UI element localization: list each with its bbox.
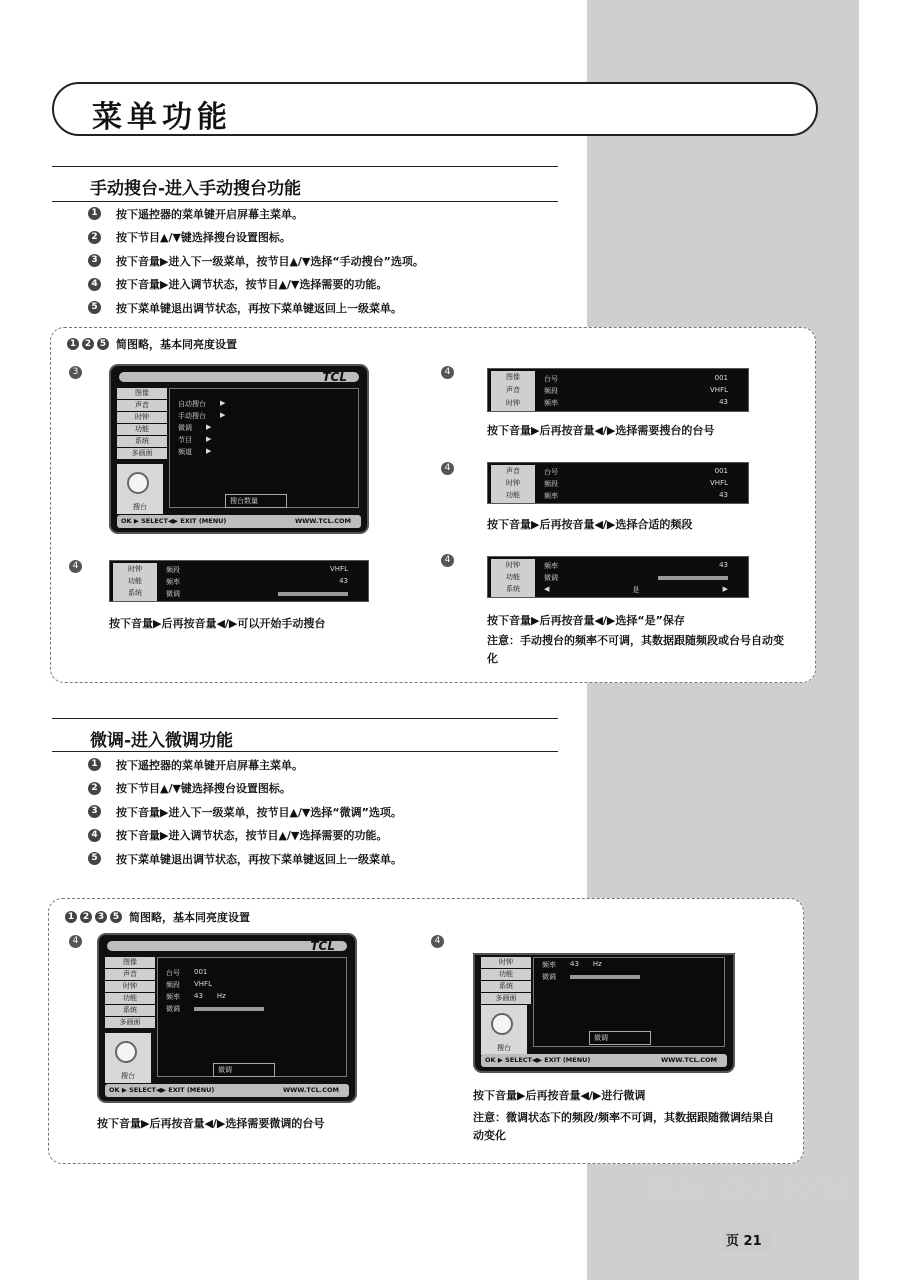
tv-strip-labels: 时钟 功能 系统 <box>491 559 535 597</box>
step-item <box>88 800 402 824</box>
tv-strip-start-search <box>109 560 369 602</box>
step-item <box>88 824 402 848</box>
step-item <box>88 296 424 320</box>
step-mark: 3 <box>69 366 82 379</box>
page-label: 页 <box>726 1234 740 1249</box>
tv-menu-item: 时钟 <box>105 981 155 992</box>
step-item <box>88 847 402 871</box>
tv-row: 自动搜台 ▶ <box>178 399 226 408</box>
tv-row-label: 自动搜台 <box>178 400 206 408</box>
icon-label: 搜台 <box>133 503 147 511</box>
tv-title-bar <box>119 372 359 382</box>
tv-status-box: 微调 <box>213 1063 275 1077</box>
step-number: 2 <box>88 231 101 244</box>
intro-number: 3 <box>95 911 107 923</box>
step-mark: 4 <box>69 560 82 573</box>
illustration-panel-fine-tune <box>48 898 804 1164</box>
tv-menu-item: 功能 <box>105 993 155 1004</box>
panel-intro <box>65 909 250 925</box>
tv-row: 台号 001 <box>544 467 728 476</box>
intro-text: 简图略，基本同亮度设置 <box>116 338 237 351</box>
tv-menu-item: 多画面 <box>117 448 167 459</box>
step-mark: 4 <box>441 462 454 475</box>
step-number: 4 <box>88 278 101 291</box>
tv-row: 手动搜台 ▶ <box>178 411 226 420</box>
tv-bottom-bar <box>117 515 361 528</box>
icon-label: 搜台 <box>497 1044 511 1052</box>
tv-row: 频率 43 <box>544 491 728 500</box>
tcl-logo: TCL <box>322 370 347 384</box>
tv-strip-labels: 声音 时钟 功能 <box>491 465 535 503</box>
caption: 按下音量▶后再按音量◀/▶选择需要微调的台号 <box>97 1117 325 1130</box>
step-mark: 4 <box>441 554 454 567</box>
search-icon <box>481 1005 527 1055</box>
step-number: 1 <box>88 758 101 771</box>
steps-list-manual-search <box>88 202 424 320</box>
tv-row: 频段 VHFL <box>166 565 348 574</box>
tv-menu-item: 时钟 <box>117 412 167 423</box>
tv-bottom-bar <box>105 1084 349 1097</box>
tv-row: 频率 43 <box>544 398 728 407</box>
tv-row: 频道 ▶ <box>178 447 212 456</box>
intro-number: 5 <box>110 911 122 923</box>
note-caption: 注意：手动搜台的频率不可调，其数据跟随频段或台号自动变化 <box>487 634 784 665</box>
caption: 按下音量▶后再按音量◀/▶选择合适的频段 <box>487 518 693 531</box>
step-text: 按下音量▶进入调节状态，按节目▲/▼选择需要的功能。 <box>116 829 388 843</box>
tv-row: 频率 43 Hz <box>542 960 602 969</box>
tv-row: 微调 ▶ <box>178 423 212 432</box>
tv-status-box: 微调 <box>589 1031 651 1045</box>
step-item <box>88 226 424 250</box>
step-number: 5 <box>88 852 101 865</box>
page-title-box <box>52 82 818 136</box>
tv-menu-item: 图像 <box>117 388 167 399</box>
panel-intro <box>67 336 237 352</box>
tv-menu-screen-fine <box>97 933 357 1103</box>
step-mark: 4 <box>69 935 82 948</box>
tv-strip-channel <box>487 368 749 412</box>
step-number: 3 <box>88 254 101 267</box>
step-text: 按下音量▶进入下一级菜单，按节目▲/▼选择“手动搜台”选项。 <box>116 254 424 268</box>
note-caption: 注意：微调状态下的频段/频率不可调，其数据跟随微调结果自动变化 <box>473 1111 775 1142</box>
tv-row-label: 频道 <box>178 448 192 456</box>
section-heading-text: 微调-进入微调功能 <box>90 731 234 751</box>
tv-row: 频率 43 <box>166 577 348 586</box>
tcl-logo: TCL <box>310 939 335 953</box>
step-number: 4 <box>88 829 101 842</box>
step-text: 按下音量▶进入下一级菜单，按节目▲/▼选择“微调”选项。 <box>116 805 402 819</box>
icon-label: 搜台 <box>121 1072 135 1080</box>
step-text: 按下遥控器的菜单键开启屏幕主菜单。 <box>116 758 303 772</box>
tv-row: ◀ 是 ▶ <box>544 585 728 594</box>
step-item <box>88 249 424 273</box>
tv-menu-item: 功能 <box>117 424 167 435</box>
steps-list-fine-tune <box>88 753 402 871</box>
tv-menu-item: 图像 <box>105 957 155 968</box>
illustration-panel-manual-search <box>50 327 816 683</box>
tv-row-label: 微调 <box>178 424 192 432</box>
tv-strip-labels: 时钟 功能 系统 <box>113 563 157 601</box>
tv-strip-labels: 图像 声音 时钟 <box>491 371 535 411</box>
tv-strip-band <box>487 462 749 504</box>
section-heading-fine-tune <box>52 718 558 752</box>
step-number: 5 <box>88 301 101 314</box>
intro-number: 2 <box>82 338 94 350</box>
tv-row: 微调 <box>544 573 728 583</box>
intro-text: 简图略，基本同亮度设置 <box>129 911 250 924</box>
tv-title-bar <box>107 941 347 951</box>
intro-number: 5 <box>97 338 109 350</box>
tv-key-hints: OK ▶ SELECT◀▶ EXIT (MENU) <box>121 517 227 525</box>
tv-side-menu <box>117 388 167 460</box>
tv-side-menu <box>105 957 155 1029</box>
tv-status-box: 搜台数量 <box>225 494 287 508</box>
tv-menu-item: 声音 <box>117 400 167 411</box>
tv-bottom-bar: OK ▶ SELECT◀▶ EXIT (MENU) WWW.TCL.COM <box>481 1054 727 1067</box>
step-text: 按下音量▶进入调节状态，按节目▲/▼选择需要的功能。 <box>116 278 388 292</box>
step-item <box>88 273 424 297</box>
tv-row: 微调 <box>542 972 716 982</box>
step-number: 2 <box>88 782 101 795</box>
tv-submenu <box>169 388 359 508</box>
tv-website: WWW.TCL.COM <box>282 1086 339 1094</box>
caption: 按下音量▶后再按音量◀/▶进行微调 <box>473 1089 646 1102</box>
tv-menu-screen-manual <box>109 364 369 534</box>
caption: 按下音量▶后再按音量◀/▶可以开始手动搜台 <box>109 617 326 630</box>
baidu-watermark: Bai du 经验 <box>648 1168 852 1209</box>
tv-submenu <box>157 957 347 1077</box>
step-item <box>88 753 402 777</box>
tv-menu-item: 系统 <box>117 436 167 447</box>
step-item <box>88 777 402 801</box>
tv-side-menu: 时钟 功能 系统 多画面 <box>481 957 531 1005</box>
section-heading-manual-search <box>52 166 558 202</box>
step-text: 按下节目▲/▼键选择搜台设置图标。 <box>116 782 291 796</box>
step-text: 按下遥控器的菜单键开启屏幕主菜单。 <box>116 207 303 221</box>
tv-menu-item: 多画面 <box>105 1017 155 1028</box>
tv-row: 台号 001 <box>544 374 728 383</box>
step-text: 按下菜单键退出调节状态，再按下菜单键返回上一级菜单。 <box>116 852 402 866</box>
search-icon <box>105 1033 151 1083</box>
intro-number: 2 <box>80 911 92 923</box>
step-text: 按下节目▲/▼键选择搜台设置图标。 <box>116 231 291 245</box>
baidu-watermark-url: jingyan.baidu.com <box>652 1206 791 1224</box>
tv-row: 微调 <box>166 589 348 599</box>
step-item <box>88 202 424 226</box>
step-number: 1 <box>88 207 101 220</box>
page-title: 菜单功能 <box>92 100 232 135</box>
section-heading-text: 手动搜台-进入手动搜台功能 <box>90 179 302 199</box>
tv-row-label: 节目 <box>178 436 192 444</box>
tv-row: 台号 001 <box>166 968 208 977</box>
tv-row: 频段 VHFL <box>166 980 212 989</box>
tv-row: 微调 <box>166 1004 338 1014</box>
search-icon <box>117 464 163 514</box>
step-mark: 4 <box>431 935 444 948</box>
page-number-value: 21 <box>743 1234 762 1249</box>
tv-menu-item: 声音 <box>105 969 155 980</box>
tv-menu-screen-fine-adjust <box>473 953 735 1073</box>
tv-row: 频段 VHFL <box>544 479 728 488</box>
tv-row: 频率 43 <box>544 561 728 570</box>
tv-row: 频率 43 Hz <box>166 992 226 1001</box>
tv-menu-item: 系统 <box>105 1005 155 1016</box>
tv-website: WWW.TCL.COM <box>294 517 351 525</box>
step-mark: 4 <box>441 366 454 379</box>
intro-number: 1 <box>67 338 79 350</box>
tv-row-label: 手动搜台 <box>178 412 206 420</box>
tv-strip-save <box>487 556 749 598</box>
page-number <box>721 1232 771 1252</box>
step-number: 3 <box>88 805 101 818</box>
tv-key-hints: OK ▶ SELECT◀▶ EXIT (MENU) <box>109 1086 215 1094</box>
intro-number: 1 <box>65 911 77 923</box>
tv-row: 节目 ▶ <box>178 435 212 444</box>
caption: 按下音量▶后再按音量◀/▶选择“是”保存 <box>487 614 685 627</box>
tv-row: 频段 VHFL <box>544 386 728 395</box>
step-text: 按下菜单键退出调节状态，再按下菜单键返回上一级菜单。 <box>116 301 402 315</box>
caption: 按下音量▶后再按音量◀/▶选择需要搜台的台号 <box>487 424 715 437</box>
